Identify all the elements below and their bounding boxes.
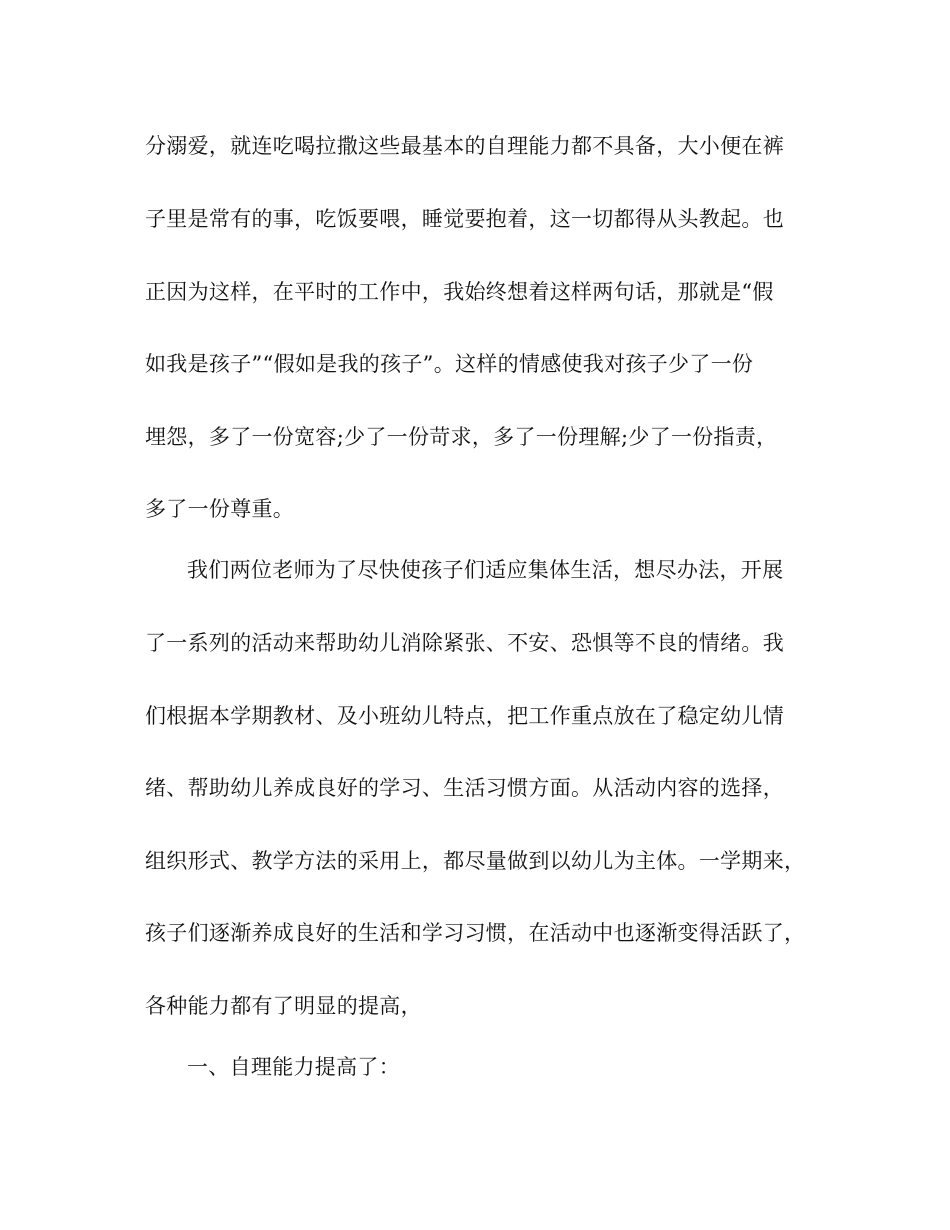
paragraph-line: 我们两位老师为了尽快使孩子们适应集体生活，想尽办法，开展 — [187, 558, 784, 582]
paragraph-line: 分溺爱，就连吃喝拉撒这些最基本的自理能力都不具备，大小便在裤 — [145, 134, 784, 158]
paragraph-line: 了一系列的活动来帮助幼儿消除紧张、不安、恐惧等不良的情绪。我 — [145, 631, 784, 655]
section-heading: 一、自理能力提高了： — [187, 1055, 400, 1079]
paragraph-line: 子里是常有的事，吃饭要喂，睡觉要抱着，这一切都得从头教起。也 — [145, 207, 784, 231]
paragraph-line: 埋怨，多了一份宽容;少了一份苛求，多了一份理解;少了一份指责， — [145, 425, 778, 449]
paragraph-line: 多了一份尊重。 — [145, 497, 295, 521]
paragraph-line: 们根据本学期教材、及小班幼儿特点，把工作重点放在了稳定幼儿情 — [145, 704, 784, 728]
paragraph-line: 正因为这样，在平时的工作中，我始终想着这样两句话，那就是“假 — [145, 280, 774, 304]
paragraph-line: 如我是孩子”“假如是我的孩子”。这样的情感使我对孩子少了一份 — [145, 352, 754, 376]
paragraph-line: 绪、帮助幼儿养成良好的学习、生活习惯方面。从活动内容的选择， — [145, 776, 784, 800]
paragraph-line: 各种能力都有了明显的提高， — [145, 994, 422, 1018]
paragraph-line: 孩子们逐渐养成良好的生活和学习习惯，在活动中也逐渐变得活跃了， — [145, 921, 806, 945]
paragraph-line: 组织形式、教学方法的采用上，都尽量做到以幼儿为主体。一学期来， — [145, 849, 806, 873]
